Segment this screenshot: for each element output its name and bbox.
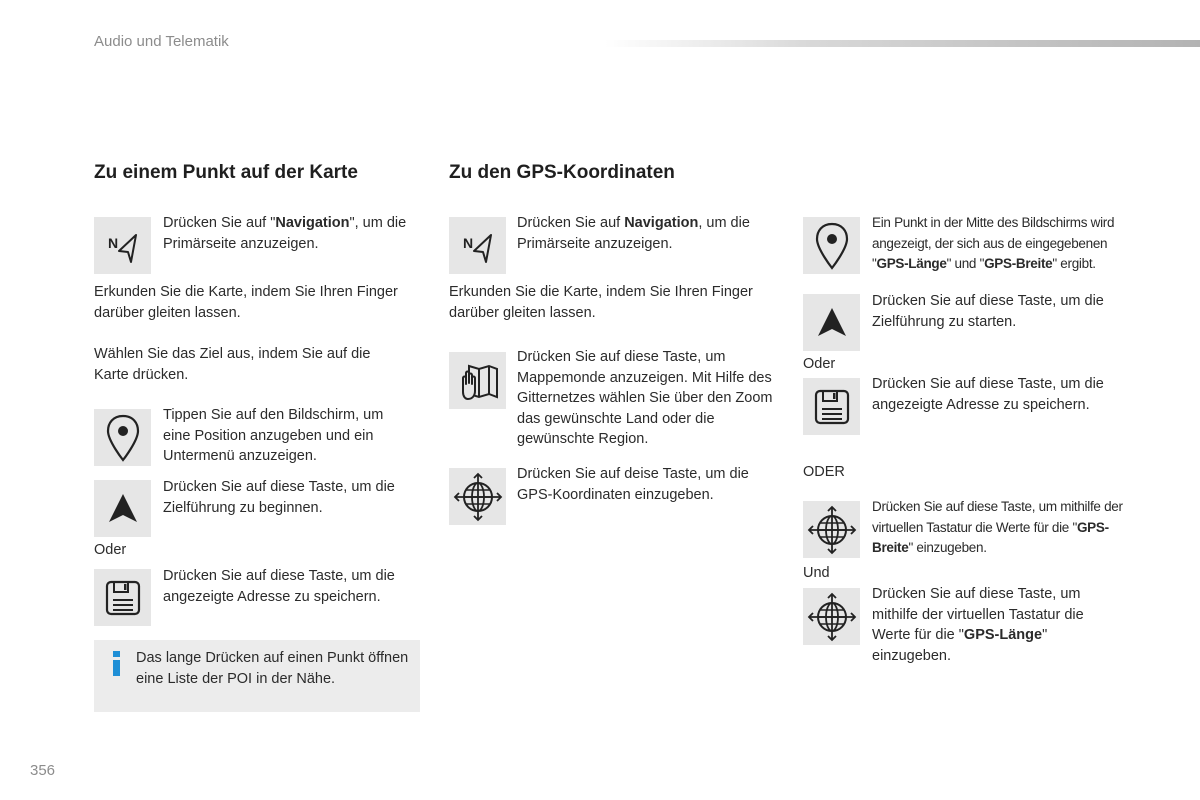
navigate-arrow-icon: [803, 294, 860, 351]
col3-oder-caps-text: ODER: [803, 464, 845, 480]
globe-grid-icon: [803, 501, 860, 558]
header-bar: [605, 40, 1200, 47]
col3-start-text: Drücken Sie auf diese Taste, um die Zielführung zu starten.: [872, 293, 1104, 330]
col1-tap-text: Tippen Sie auf den Bildschirm, um eine Position anzugeben und ein Untermenü anzuzeigen.: [163, 407, 384, 464]
col3-and-text: Und: [803, 565, 830, 581]
svg-text:N: N: [462, 234, 473, 251]
col1-nav-text: Drücken Sie auf "Navigation", um die Primärseite anzuzeigen.: [163, 215, 407, 252]
section-heading-map-point: Zu einem Punkt auf der Karte: [94, 162, 358, 183]
info-text: Das lange Drücken auf einen Punkt öffnen eine Liste der POI in der Nähe.: [136, 650, 409, 687]
save-icon: [803, 378, 860, 435]
col2-world-text: Drücken Sie auf diese Taste, um Mappemonde anzuzeigen. Mit Hilfe des Gitternetzes wählen Sie über den Zoom das gewünschte Land oder die gewünschte Region.: [517, 349, 773, 447]
navigation-icon: [449, 217, 506, 274]
save-icon: [94, 569, 151, 626]
col3-or-text: Oder: [803, 356, 836, 372]
section-heading-gps: Zu den GPS-Koordinaten: [449, 162, 675, 183]
globe-grid-icon: [803, 588, 860, 645]
col2-explore-text: Erkunden Sie die Karte, indem Sie Ihren Finger darüber gleiten lassen.: [449, 284, 753, 321]
info-box: [94, 640, 420, 712]
info-icon: [110, 650, 124, 678]
col3-point-text: Ein Punkt in der Mitte des Bildschirms wird angezeigt, der sich aus de eingegebenen "GPS-Länge" und "GPS-Breite" ergibt.: [872, 215, 1115, 271]
col2-nav-text: Drücken Sie auf Navigation, um die Primärseite anzuzeigen.: [517, 215, 750, 252]
navigate-arrow-icon: [94, 480, 151, 537]
navigation-icon: [94, 217, 151, 274]
col1-or-text: Oder: [94, 542, 127, 558]
col1-select-text: Wählen Sie das Ziel aus, indem Sie auf die Karte drücken.: [94, 346, 371, 383]
svg-text:N: N: [107, 234, 118, 251]
col1-explore-text: Erkunden Sie die Karte, indem Sie Ihren Finger darüber gleiten lassen.: [94, 284, 398, 321]
col2-gps-text: Drücken Sie auf deise Taste, um die GPS-Koordinaten einzugeben.: [517, 466, 749, 503]
globe-grid-icon: [449, 468, 506, 525]
col3-lat-text: Drücken Sie auf diese Taste, um mithilfe der virtuellen Tastatur die Werte für die "GPS-Breite" einzugeben.: [872, 499, 1123, 555]
header-title: Audio und Telematik: [94, 33, 229, 50]
page-number: 356: [30, 762, 56, 779]
col1-save-text: Drücken Sie auf diese Taste, um die angezeigte Adresse zu speichern.: [163, 568, 395, 605]
world-map-icon: [449, 352, 506, 409]
col3-save-text: Drücken Sie auf diese Taste, um die angezeigte Adresse zu speichern.: [872, 376, 1104, 413]
map-pin-icon: [94, 409, 151, 466]
map-pin-icon: [803, 217, 860, 274]
col1-start-text: Drücken Sie auf diese Taste, um die Zielführung zu beginnen.: [163, 479, 395, 516]
col3-lon-text: Drücken Sie auf diese Taste, um mithilfe der virtuellen Tastatur die Werte für die "GPS-Länge" einzugeben.: [872, 586, 1084, 664]
